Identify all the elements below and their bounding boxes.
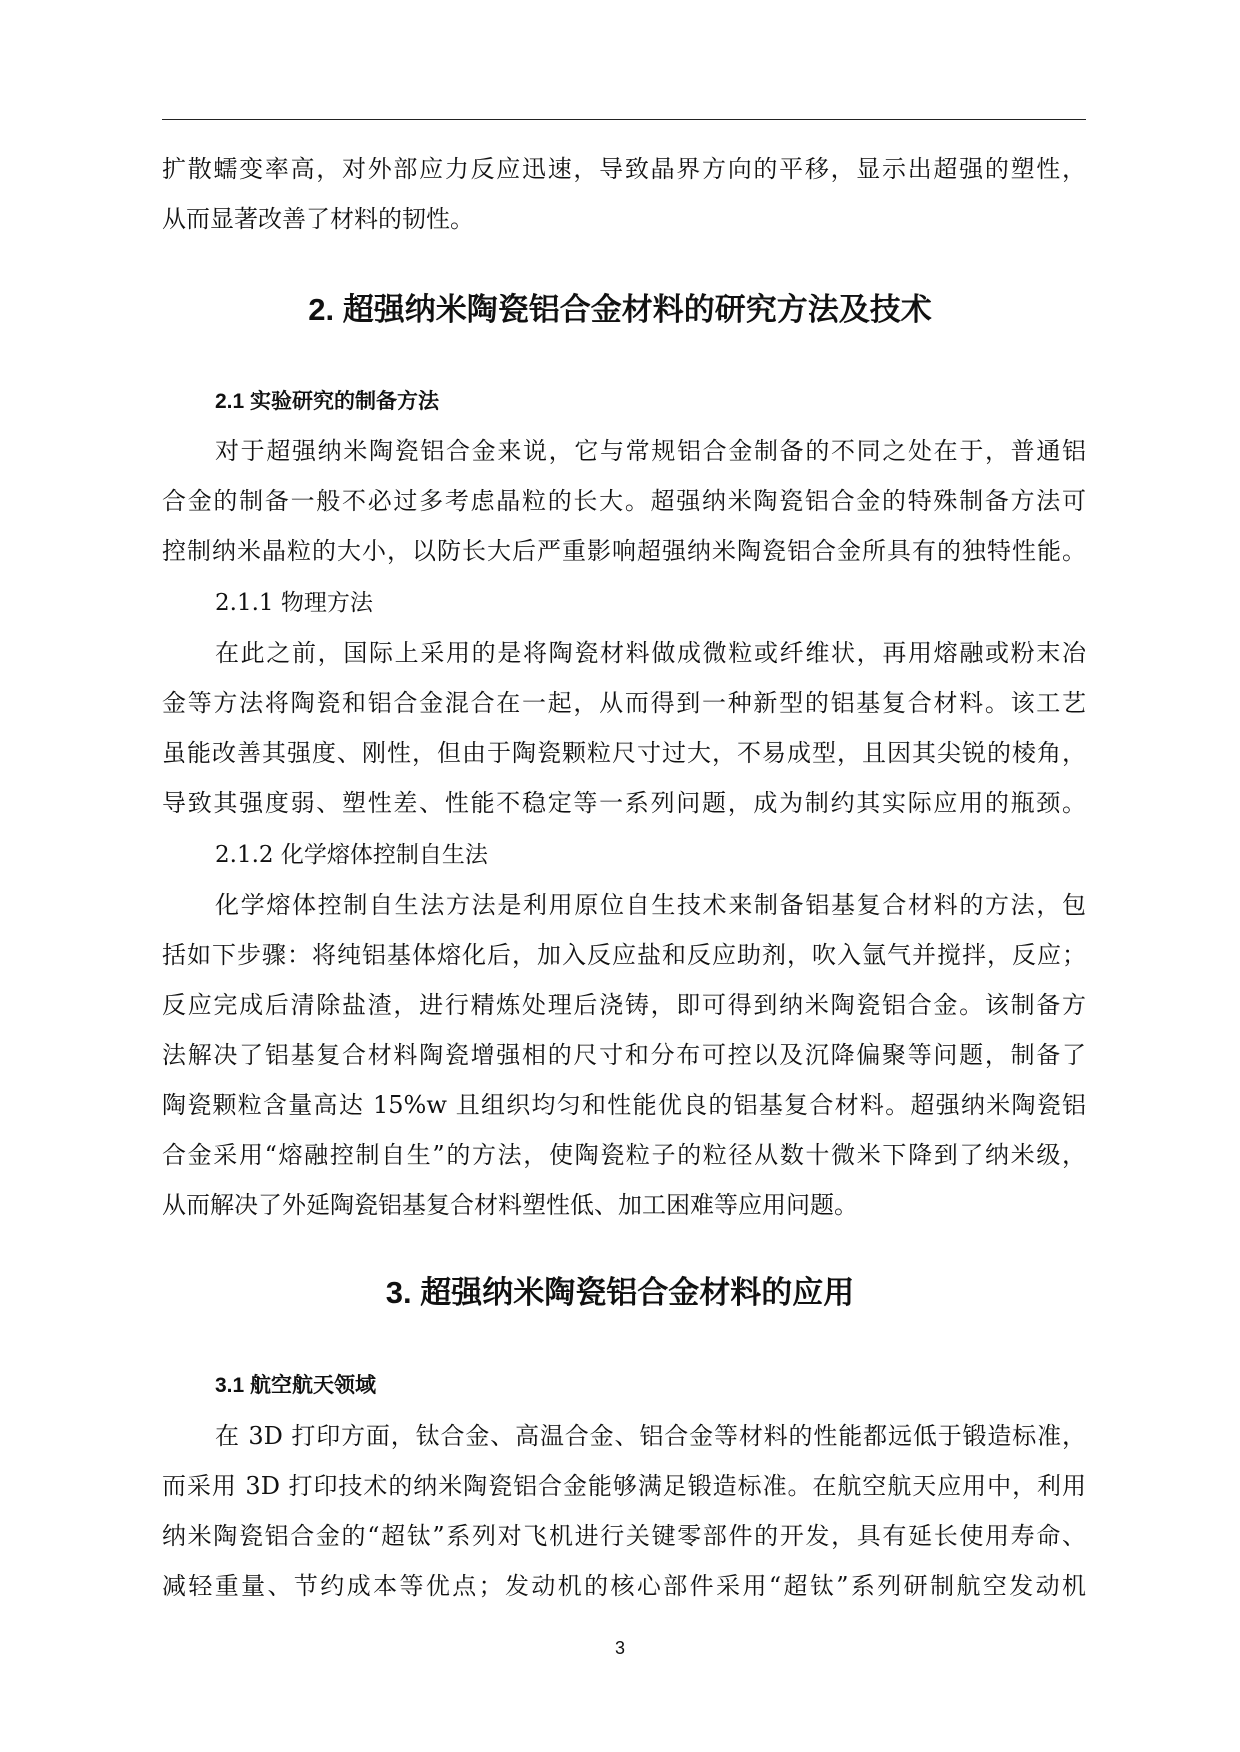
- paragraph-line: 在此之前，国际上采用的是将陶瓷材料做成微粒或纤维状，再用熔融或粉末冶: [215, 639, 1086, 667]
- paragraph-line: 导致其强度弱、塑性差、性能不稳定等一系列问题，成为制约其实际应用的瓶颈。: [162, 789, 1086, 817]
- paragraph-line: 化学熔体控制自生法方法是利用原位自生技术来制备铝基复合材料的方法，包: [215, 891, 1086, 919]
- paragraph-line: 而采用 3D 打印技术的纳米陶瓷铝合金能够满足锻造标准。在航空航天应用中，利用: [162, 1472, 1086, 1500]
- paragraph-line: 扩散蠕变率高，对外部应力反应迅速，导致晶界方向的平移，显示出超强的塑性，: [162, 155, 1086, 183]
- subsection-heading-2-1-1: 2.1.1 物理方法: [215, 590, 373, 616]
- paragraph-line: 从而显著改善了材料的韧性。: [162, 205, 474, 233]
- paragraph-line: 合金的制备一般不必过多考虑晶粒的长大。超强纳米陶瓷铝合金的特殊制备方法可: [162, 487, 1086, 515]
- page-number: 3: [614, 1638, 625, 1658]
- section-heading-3: 3. 超强纳米陶瓷铝合金材料的应用: [385, 1275, 855, 1310]
- paragraph-line: 合金采用“熔融控制自生”的方法，使陶瓷粒子的粒径从数十微米下降到了纳米级，: [162, 1141, 1086, 1169]
- paragraph-line: 控制纳米晶粒的大小，以防长大后严重影响超强纳米陶瓷铝合金所具有的独特性能。: [162, 537, 1086, 565]
- paragraph-line: 减轻重量、节约成本等优点；发动机的核心部件采用“超钛”系列研制航空发动机: [162, 1572, 1086, 1600]
- paragraph-line: 虽能改善其强度、刚性，但由于陶瓷颗粒尺寸过大，不易成型，且因其尖锐的棱角，: [162, 739, 1086, 767]
- paragraph-line: 括如下步骤：将纯铝基体熔化后，加入反应盐和反应助剂，吹入氩气并搅拌，反应；: [162, 941, 1086, 969]
- paragraph-line: 陶瓷颗粒含量高达 15%w 且组织均匀和性能优良的铝基复合材料。超强纳米陶瓷铝: [162, 1091, 1086, 1119]
- subsection-heading-2-1-2: 2.1.2 化学熔体控制自生法: [215, 842, 488, 868]
- subsection-heading-3-1: 3.1 航空航天领域: [215, 1374, 377, 1397]
- paragraph-line: 金等方法将陶瓷和铝合金混合在一起，从而得到一种新型的铝基复合材料。该工艺: [162, 689, 1086, 717]
- paragraph-line: 对于超强纳米陶瓷铝合金来说，它与常规铝合金制备的不同之处在于，普通铝: [215, 437, 1086, 465]
- paragraph-line: 纳米陶瓷铝合金的“超钛”系列对飞机进行关键零部件的开发，具有延长使用寿命、: [162, 1522, 1086, 1550]
- paragraph-line: 反应完成后清除盐渣，进行精炼处理后浇铸，即可得到纳米陶瓷铝合金。该制备方: [162, 991, 1086, 1019]
- paragraph-line: 在 3D 打印方面，钛合金、高温合金、铝合金等材料的性能都远低于锻造标准，: [215, 1422, 1086, 1450]
- header-rule: [162, 119, 1086, 120]
- paragraph-line: 法解决了铝基复合材料陶瓷增强相的尺寸和分布可控以及沉降偏聚等问题，制备了: [162, 1041, 1086, 1069]
- section-heading-2: 2. 超强纳米陶瓷铝合金材料的研究方法及技术: [308, 292, 932, 327]
- paragraph-line: 从而解决了外延陶瓷铝基复合材料塑性低、加工困难等应用问题。: [162, 1191, 858, 1219]
- subsection-heading-2-1: 2.1 实验研究的制备方法: [215, 390, 440, 413]
